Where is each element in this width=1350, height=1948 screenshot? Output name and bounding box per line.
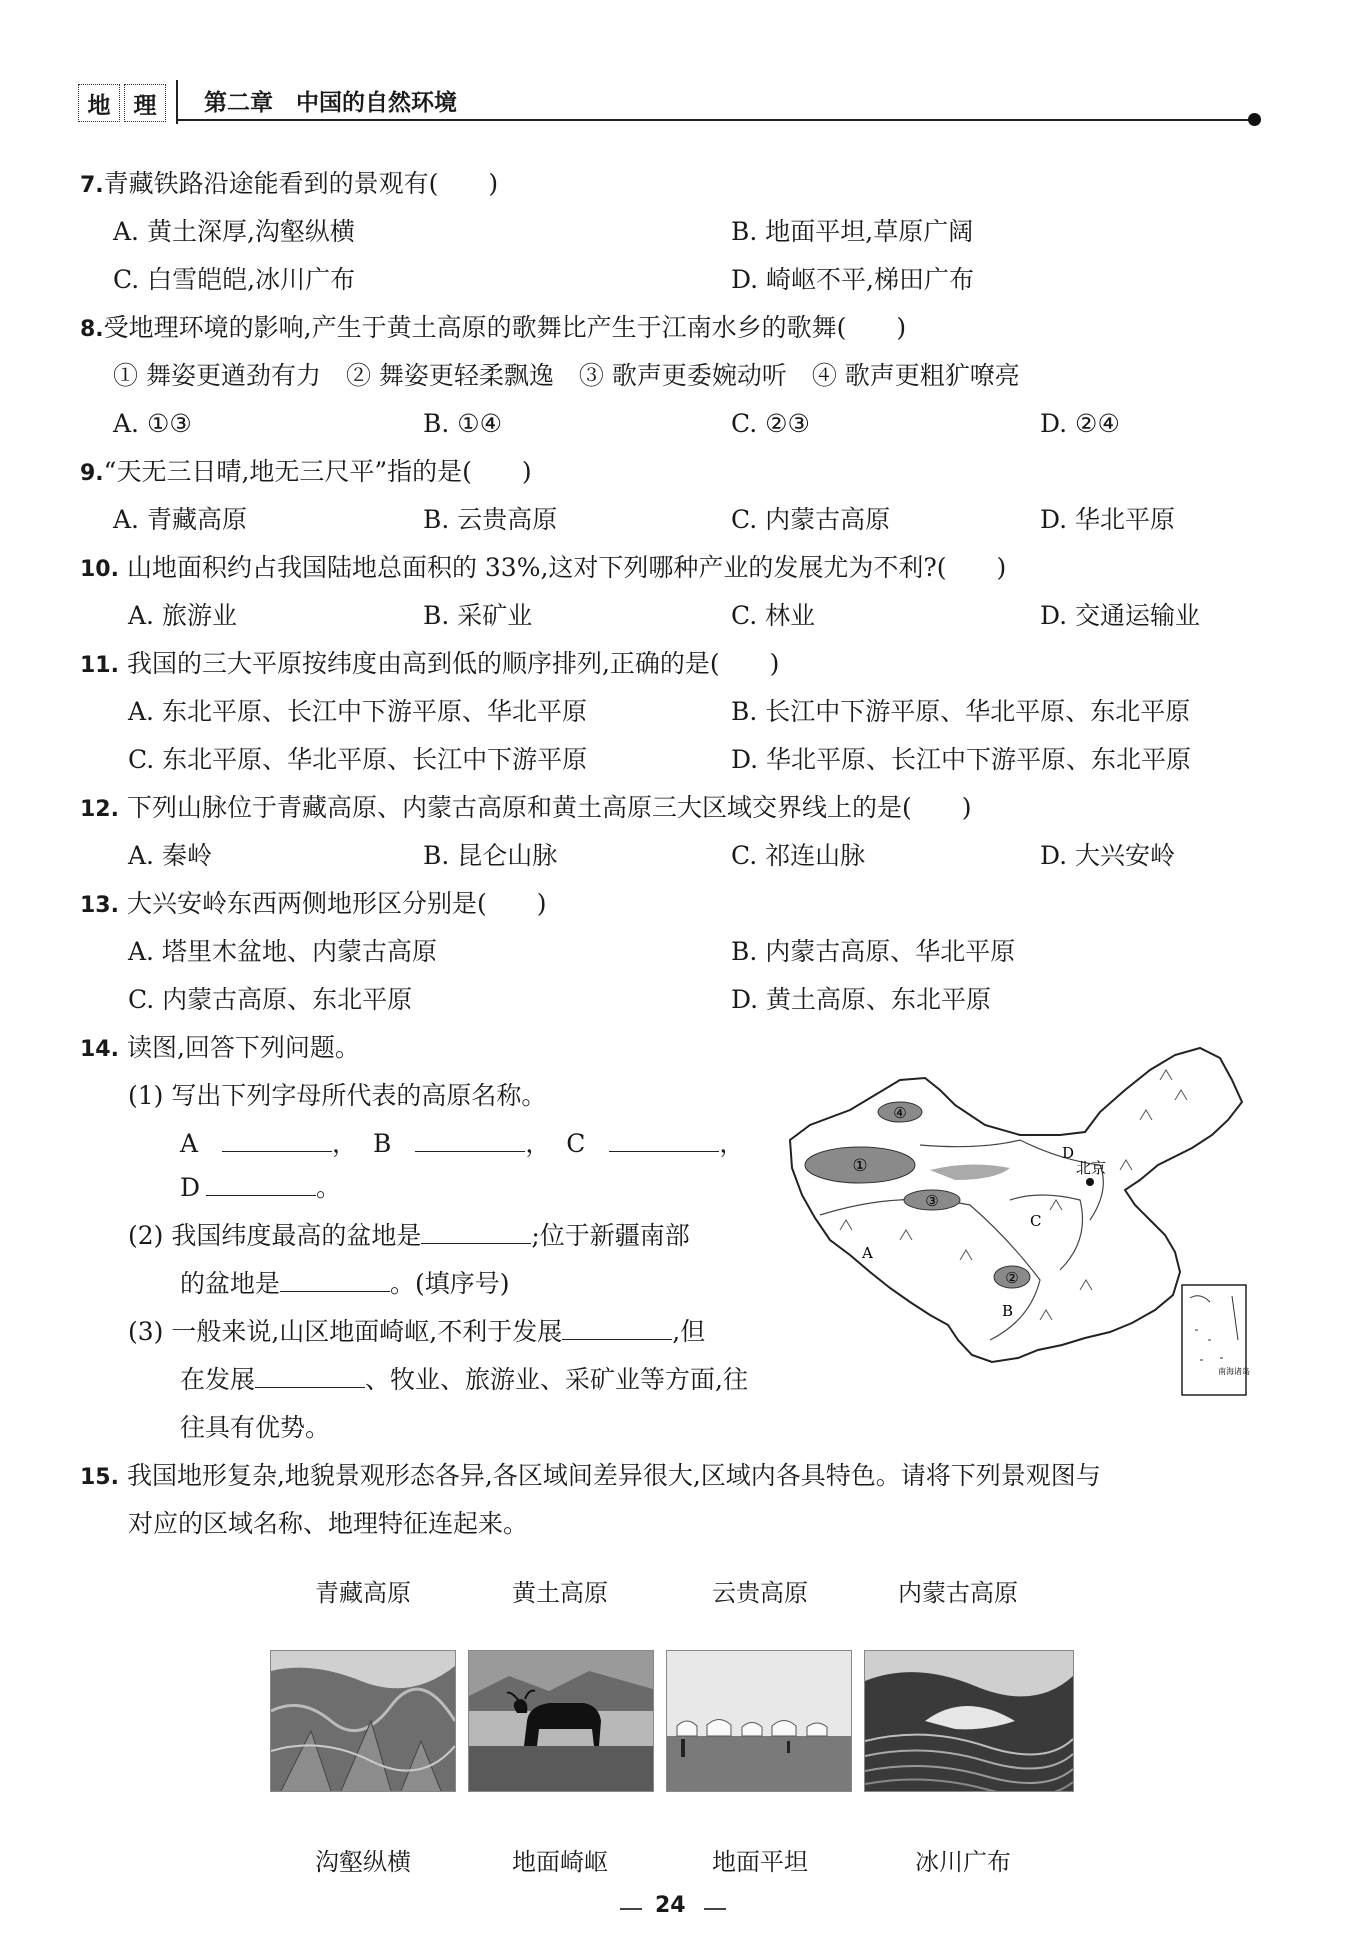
question-7 — [80, 167, 498, 203]
question-stem: 青藏铁路沿途能看到的景观有( ) — [103, 169, 499, 198]
photo-terraces — [864, 1650, 1074, 1792]
option-10d: D. 交通运输业 — [1040, 601, 1201, 630]
letter-c: C — [566, 1129, 586, 1158]
chapter-title: 第二章 中国的自然环境 — [204, 89, 457, 116]
question-stem: 下列山脉位于青藏高原、内蒙古高原和黄土高原三大区域交界线上的是( ) — [126, 793, 972, 822]
option-9b: B. 云贵高原 — [423, 505, 558, 534]
option-7c: C. 白雪皑皑,冰川广布 — [113, 265, 356, 294]
option-13d: D. 黄土高原、东北平原 — [731, 985, 992, 1014]
question-number: 8. — [80, 317, 104, 342]
region-label-huangtu: 黄土高原 — [512, 1579, 608, 1607]
basin-3-label: ③ — [925, 1192, 939, 1210]
question-14 — [80, 1031, 360, 1067]
q14-part3-line3: 往具有优势。 — [180, 1413, 331, 1442]
q14-part3b: ,但 — [672, 1317, 706, 1346]
question-number: 14. — [80, 1037, 119, 1062]
blank-d[interactable] — [206, 1171, 316, 1196]
page-number: 24 — [655, 1893, 686, 1918]
photo-loess-gullies — [270, 1650, 456, 1792]
question-number: 11. — [80, 653, 119, 678]
photo-grassland-yurts — [666, 1650, 852, 1792]
inset-box — [1182, 1285, 1246, 1395]
beijing-label: 北京 — [1076, 1159, 1107, 1177]
question-number: 13. — [80, 893, 119, 918]
question-15 — [80, 1459, 1101, 1495]
option-13c: C. 内蒙古高原、东北平原 — [128, 985, 413, 1014]
q14-part3c: 在发展 — [180, 1365, 256, 1394]
q14-part2a: (2) 我国纬度最高的盆地是 — [128, 1221, 422, 1250]
question-stem: 我国地形复杂,地貌景观形态各异,各区域间差异很大,区域内各具特色。请将下列景观图与 — [126, 1461, 1101, 1490]
q14-part3-line1 — [128, 1315, 705, 1349]
option-9c: C. 内蒙古高原 — [731, 505, 891, 534]
question-10 — [80, 551, 1006, 587]
q14-part2-line2 — [180, 1267, 510, 1301]
subject-char: 地 — [87, 91, 111, 119]
option-11b: B. 长江中下游平原、华北平原、东北平原 — [731, 697, 1191, 726]
basin-1-label: ① — [852, 1156, 868, 1176]
question-stem: “天无三日晴,地无三尺平”指的是( ) — [103, 457, 532, 486]
letter-a: A — [180, 1129, 199, 1158]
region-label-neimenggu: 内蒙古高原 — [898, 1579, 1018, 1607]
basin-4-label: ④ — [893, 1104, 907, 1122]
q14-part2b: ;位于新疆南部 — [531, 1221, 690, 1250]
blank-2b[interactable] — [280, 1267, 390, 1292]
option-13a: A. 塔里木盆地、内蒙古高原 — [128, 937, 437, 966]
question-number: 9. — [80, 461, 104, 486]
footer-dash-right — [704, 1908, 726, 1910]
blank-3a[interactable] — [562, 1315, 672, 1340]
question-stem: 我国的三大平原按纬度由高到低的顺序排列,正确的是( ) — [126, 649, 780, 678]
q14-part1: (1) 写出下列字母所代表的高原名称。 — [128, 1081, 547, 1110]
question-15-line2: 对应的区域名称、地理特征连起来。 — [128, 1509, 529, 1538]
blank-2a[interactable] — [421, 1219, 531, 1244]
feature-label-2: 地面崎岖 — [512, 1848, 608, 1876]
question-stem: 读图,回答下列问题。 — [126, 1033, 360, 1062]
photo-yak — [468, 1650, 654, 1792]
map-label-a: A — [862, 1244, 873, 1262]
q14-part2c: 的盆地是 — [180, 1269, 281, 1298]
region-label-qingzang: 青藏高原 — [315, 1579, 411, 1607]
q14-part2d: 。(填序号) — [390, 1269, 510, 1298]
question-number: 10. — [80, 557, 119, 582]
question-number: 12. — [80, 797, 119, 822]
header-divider — [176, 80, 178, 124]
period: 。 — [316, 1173, 342, 1202]
question-number: 7. — [80, 173, 104, 198]
feature-label-4: 冰川广布 — [915, 1848, 1011, 1876]
basin-2-label: ② — [1005, 1269, 1019, 1287]
option-8b: B. ①④ — [423, 409, 503, 438]
option-9d: D. 华北平原 — [1040, 505, 1176, 534]
question-8 — [80, 311, 906, 347]
blank-c[interactable] — [609, 1127, 719, 1152]
option-10b: B. 采矿业 — [423, 601, 533, 630]
blank-b[interactable] — [415, 1127, 525, 1152]
question-13 — [80, 887, 546, 923]
header-rule — [178, 119, 1254, 121]
option-11d: D. 华北平原、长江中下游平原、东北平原 — [731, 745, 1192, 774]
q14-blank-row-1 — [180, 1127, 744, 1161]
question-11 — [80, 647, 779, 683]
option-7d: D. 崎岖不平,梯田广布 — [731, 265, 974, 294]
letter-b: B — [372, 1129, 392, 1158]
feature-label-1: 沟壑纵横 — [315, 1848, 411, 1876]
blank-3b[interactable] — [255, 1363, 365, 1388]
option-12d: D. 大兴安岭 — [1040, 841, 1176, 870]
q14-blank-row-2 — [180, 1171, 341, 1205]
option-8a: A. ①③ — [113, 409, 192, 438]
map-label-d: D — [1062, 1144, 1075, 1162]
question-9 — [80, 455, 532, 491]
subject-char: 理 — [133, 91, 157, 119]
q14-part2-line1 — [128, 1219, 690, 1253]
option-12b: B. 昆仑山脉 — [423, 841, 558, 870]
header-rule-dot — [1248, 113, 1261, 126]
q14-part3a: (3) 一般来说,山区地面崎岖,不利于发展 — [128, 1317, 563, 1346]
question-stem: 山地面积约占我国陆地总面积的 33%,这对下列哪种产业的发展尤为不利?( ) — [126, 553, 1007, 582]
q14-part3-line2 — [180, 1363, 748, 1397]
option-8d: D. ②④ — [1040, 409, 1120, 438]
option-11a: A. 东北平原、长江中下游平原、华北平原 — [128, 697, 587, 726]
region-label-yungui: 云贵高原 — [712, 1579, 808, 1607]
question-number: 15. — [80, 1465, 119, 1490]
map-label-c: C — [1030, 1212, 1042, 1230]
q14-part3d: 、牧业、旅游业、采矿业等方面,往 — [365, 1365, 748, 1394]
blank-a[interactable] — [222, 1127, 332, 1152]
option-7b: B. 地面平坦,草原广阔 — [731, 217, 974, 246]
subject-box-1 — [78, 84, 120, 122]
option-7a: A. 黄土深厚,沟壑纵横 — [113, 217, 355, 246]
footer-dash-left — [620, 1908, 642, 1910]
option-12a: A. 秦岭 — [128, 841, 212, 870]
letter-d: D — [180, 1173, 201, 1202]
feature-label-3: 地面平坦 — [712, 1848, 808, 1876]
beijing-dot — [1086, 1178, 1094, 1186]
option-11c: C. 东北平原、华北平原、长江中下游平原 — [128, 745, 588, 774]
option-12c: C. 祁连山脉 — [731, 841, 866, 870]
statements-8: ① 舞姿更遒劲有力 ② 舞姿更轻柔飘逸 ③ 歌声更委婉动听 ④ 歌声更粗犷嘹亮 — [113, 361, 1020, 390]
question-stem: 大兴安岭东西两侧地形区分别是( ) — [126, 889, 547, 918]
question-12 — [80, 791, 971, 827]
comma: ， — [332, 1129, 358, 1158]
inset-label: 南海诸岛 — [1218, 1367, 1250, 1376]
map-label-b: B — [1002, 1302, 1014, 1320]
option-9a: A. 青藏高原 — [113, 505, 247, 534]
question-stem: 受地理环境的影响,产生于黄土高原的歌舞比产生于江南水乡的歌舞( ) — [103, 313, 907, 342]
comma: ， — [719, 1129, 745, 1158]
subject-box-2 — [124, 84, 166, 122]
china-terrain-map — [780, 1040, 1260, 1400]
option-10a: A. 旅游业 — [128, 601, 237, 630]
comma: ， — [525, 1129, 551, 1158]
option-10c: C. 林业 — [731, 601, 816, 630]
option-8c: C. ②③ — [731, 409, 810, 438]
option-13b: B. 内蒙古高原、华北平原 — [731, 937, 1016, 966]
